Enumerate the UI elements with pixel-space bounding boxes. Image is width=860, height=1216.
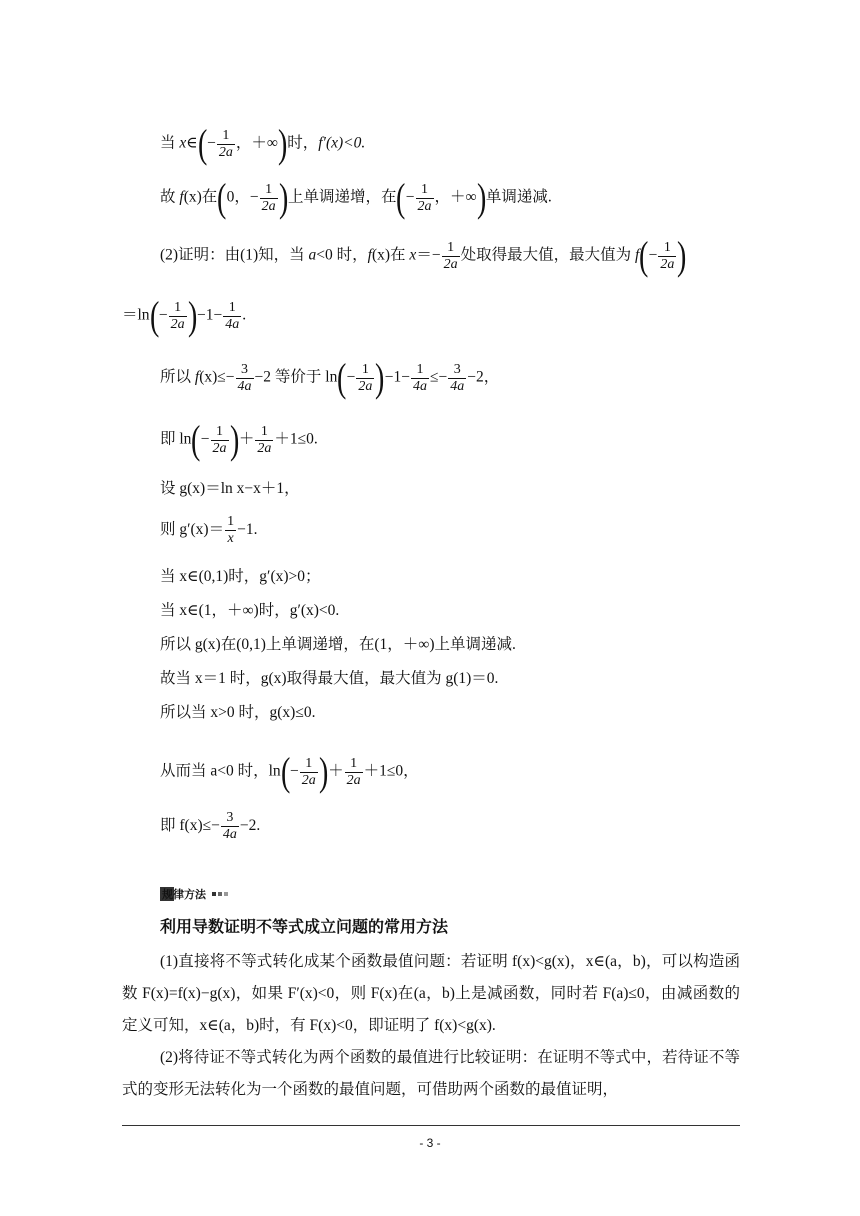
method-badge xyxy=(160,887,232,901)
math-line-9: 当 x∈(0,1)时，g′(x)>0； xyxy=(160,568,321,585)
math-line-1: 当 x∈(− $\frac{1}{2a}$ ，＋∞)时，f′(x)<0. xyxy=(160,121,366,166)
math-line-5: 所以 f(x)≤− $\frac{3}{4a}$ −2 等价于 ln(− $\frac{1}{2a}$ )−1− $\frac{1}{4a}$ ≤− $\frac{3}{4a}$ −2， xyxy=(160,355,500,400)
math-line-12: 故当 x＝1 时，g(x)取得最大值，最大值为 g(1)＝0. xyxy=(160,670,499,687)
section-heading: 利用导数证明不等式成立问题的常用方法 xyxy=(160,917,449,936)
math-line-13: 所以当 x>0 时，g(x)≤0. xyxy=(160,704,316,721)
math-line-11: 所以 g(x)在(0,1)上单调递增，在(1，＋∞)上单调递减. xyxy=(160,636,516,653)
footer-rule xyxy=(122,1125,740,1126)
math-line-15: 即 f(x)≤− $\frac{3}{4a}$ −2. xyxy=(160,810,261,842)
math-line-3: (2)证明：由(1)知，当 a<0 时，f(x)在 x＝− $\frac{1}{2a}$ 处取得最大值，最大值为 f(− $\frac{1}{2a}$ ) xyxy=(160,233,687,278)
paragraph-1: (1)直接将不等式转化成某个函数最值问题：若证明 f(x)<g(x)，x∈(a，b)，可以构造函数 F(x)=f(x)−g(x)，如果 F′(x)<0，则 F(x)在(a，b)上是减函数，同时若 F(a)≤0，由减函数的定义可知，x∈(a，b)时，有 F(x)<0，即证明了 f(x)<g(x). xyxy=(122,953,740,1034)
page-number: - 3 - xyxy=(419,1136,441,1150)
math-line-2: 故 f(x)在(0，− $\frac{1}{2a}$ )上单调递增，在(− $\frac{1}{2a}$ ，＋∞)单调递减. xyxy=(160,175,552,220)
paragraph-2: (2)将待证不等式转化为两个函数的最值进行比较证明：在证明不等式中，若待证不等式的变形无法转化为一个函数的最值问题，可借助两个函数的最值证明， xyxy=(122,1049,740,1098)
math-line-10: 当 x∈(1，＋∞)时，g′(x)<0. xyxy=(160,602,340,619)
badge-label: 规律方法 xyxy=(162,888,206,901)
math-line-14: 从而当 a<0 时，ln(− $\frac{1}{2a}$ )＋ $\frac{1}{2a}$ ＋1≤0， xyxy=(160,749,419,794)
math-line-6: 即 ln(− $\frac{1}{2a}$ )＋ $\frac{1}{2a}$ ＋1≤0. xyxy=(160,417,318,462)
math-line-4: ＝ln(− $\frac{1}{2a}$ )−1− $\frac{1}{4a}$ . xyxy=(122,293,247,338)
math-line-8: 则 g′(x)＝ $\frac{1}{x}$ −1. xyxy=(160,514,258,546)
math-line-7: 设 g(x)＝ln x−x＋1， xyxy=(160,480,300,497)
